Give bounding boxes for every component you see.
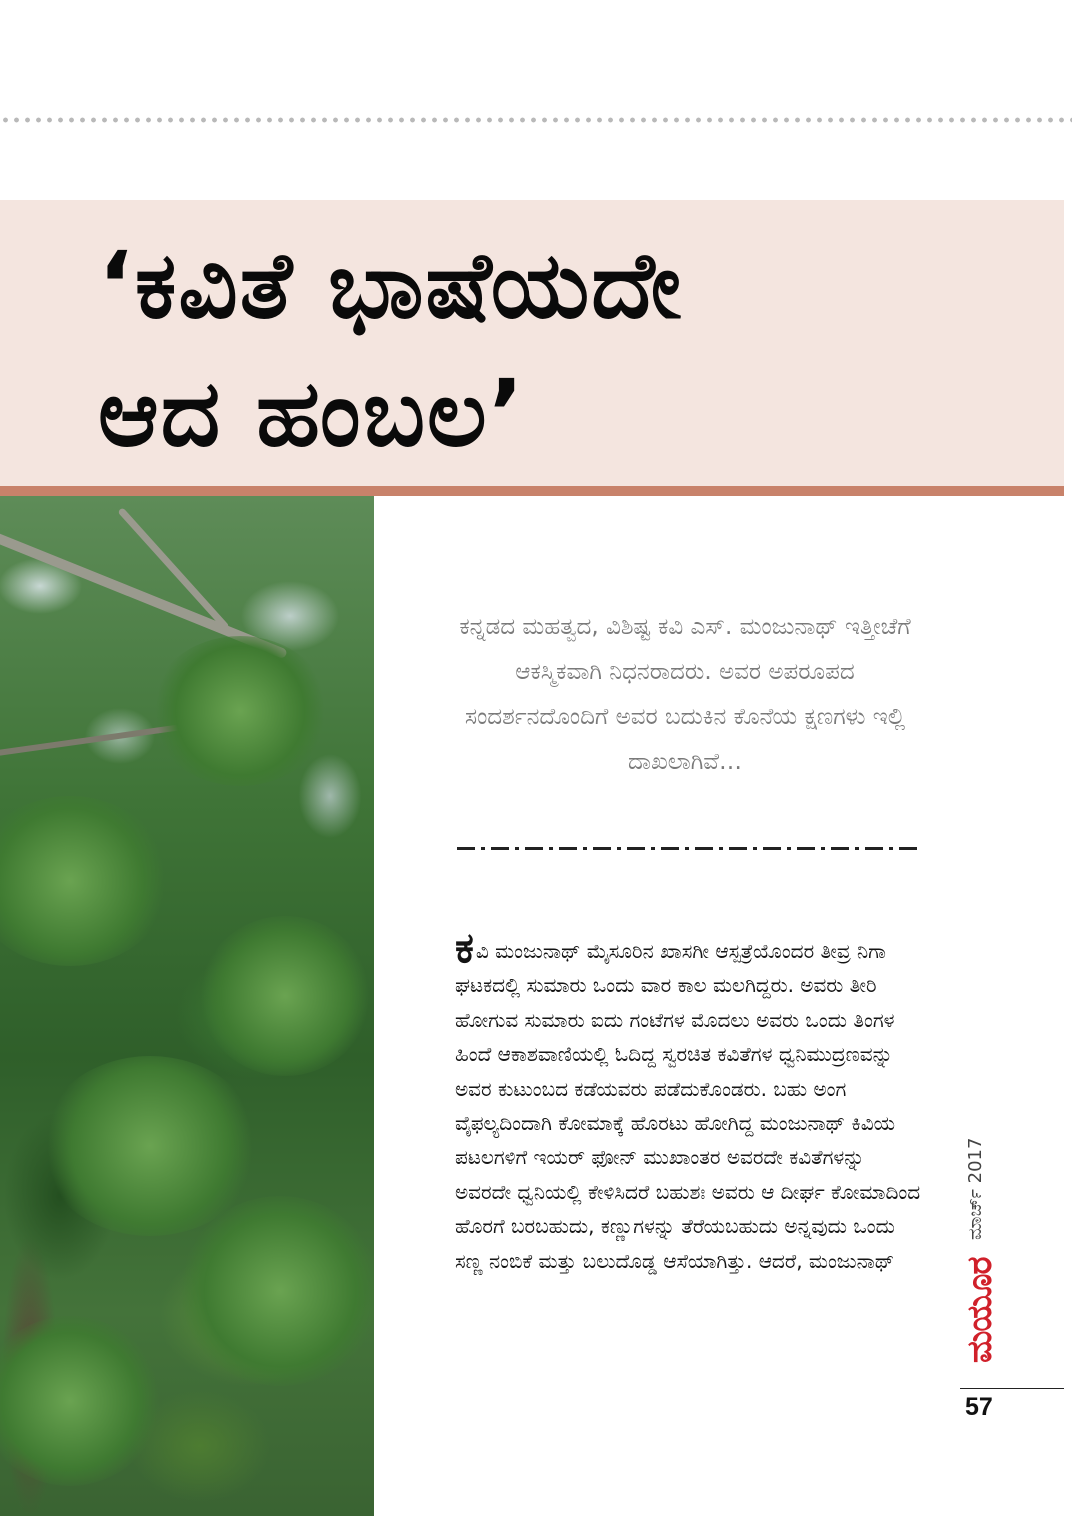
foliage-photo — [0, 496, 374, 1516]
issue-date: ಮಾರ್ಚ್ 2017 — [965, 1137, 986, 1240]
dotted-header-rule — [0, 117, 1072, 123]
article-body — [455, 923, 925, 1278]
drop-cap: ಕ — [455, 923, 474, 972]
article-title: ‘ಕವಿತೆ ಭಾಷೆಯದೇ ಆದ ಹಂಬಲ’ — [98, 232, 683, 467]
article-body-text: ವಿ ಮಂಜುನಾಥ್ ಮೈಸೂರಿನ ಖಾಸಗೀ ಆಸ್ಪತ್ರೆಯೊಂದರ ತೀವ್ರ ನಿಗಾ ಘಟಕದಲ್ಲಿ ಸುಮಾರು ಒಂದು ವಾರ ಕಾಲ ಮಲಗಿದ್ದರು. ಅವರು ತೀರಿ ಹೋಗುವ ಸುಮಾರು ಐದು ಗಂಟೆಗಳ ಮೊದಲು ಅವರು ಒಂದು ತಿಂಗಳ ಹಿಂದೆ ಆಕಾಶವಾಣಿಯಲ್ಲಿ ಓದಿದ್ದ ಸ್ವರಚಿತ ಕವಿತೆಗಳ ಧ್ವನಿಮುದ್ರಣವನ್ನು ಅವರ ಕುಟುಂಬದ ಕಡೆಯವರು ಪಡೆದುಕೊಂಡರು. ಬಹು ಅಂಗ ವೈಫಲ್ಯದಿಂದಾಗಿ ಕೋಮಾಕ್ಕೆ ಹೊರಟು ಹೋಗಿದ್ದ ಮಂಜುನಾಥ್ ಕಿವಿಯ ಪಟಲಗಳಿಗೆ ಇಯರ್ ಫೋನ್ ಮುಖಾಂತರ ಅವರದೇ ಕವಿತೆಗಳನ್ನು ಅವರದೇ ಧ್ವನಿಯಲ್ಲಿ ಕೇಳಿಸಿದರೆ ಬಹುಶಃ ಅವರು ಆ ದೀರ್ಘ ಕೋಮಾದಿಂದ ಹೊರಗೆ ಬರಬಹುದು, ಕಣ್ಣುಗಳನ್ನು ತೆರೆಯಬಹುದು ಅನ್ನವುದು ಒಂದು ಸಣ್ಣ ನಂಬಿಕೆ ಮತ್ತು ಬಲುದೊಡ್ಡ ಆಸೆಯಾಗಿತ್ತು. ಆದರೆ, ಮಂಜುನಾಥ್ — [455, 939, 921, 1273]
article-lede: ಕನ್ನಡದ ಮಹತ್ವದ, ವಿಶಿಷ್ಟ ಕವಿ ಎಸ್. ಮಂಜುನಾಥ್ ಇತ್ತೀಚೆಗೆ ಆಕಸ್ಮಿಕವಾಗಿ ನಿಧನರಾದರು. ಅವರ ಅಪರೂಪದ ಸಂದರ್ಶನದೊಂದಿಗೆ ಅವರ ಬದುಕಿನ ಕೊನೆಯ ಕ್ಷಣಗಳು ಇಲ್ಲಿ ದಾಖಲಾಗಿವೆ… — [459, 614, 911, 775]
magazine-logo: ಮಯೂರ — [960, 1257, 1000, 1363]
page-number-rule — [960, 1388, 1064, 1389]
page-number: 57 — [965, 1393, 993, 1421]
title-underline-rule — [0, 486, 1064, 496]
dash-dot-divider — [457, 847, 919, 850]
